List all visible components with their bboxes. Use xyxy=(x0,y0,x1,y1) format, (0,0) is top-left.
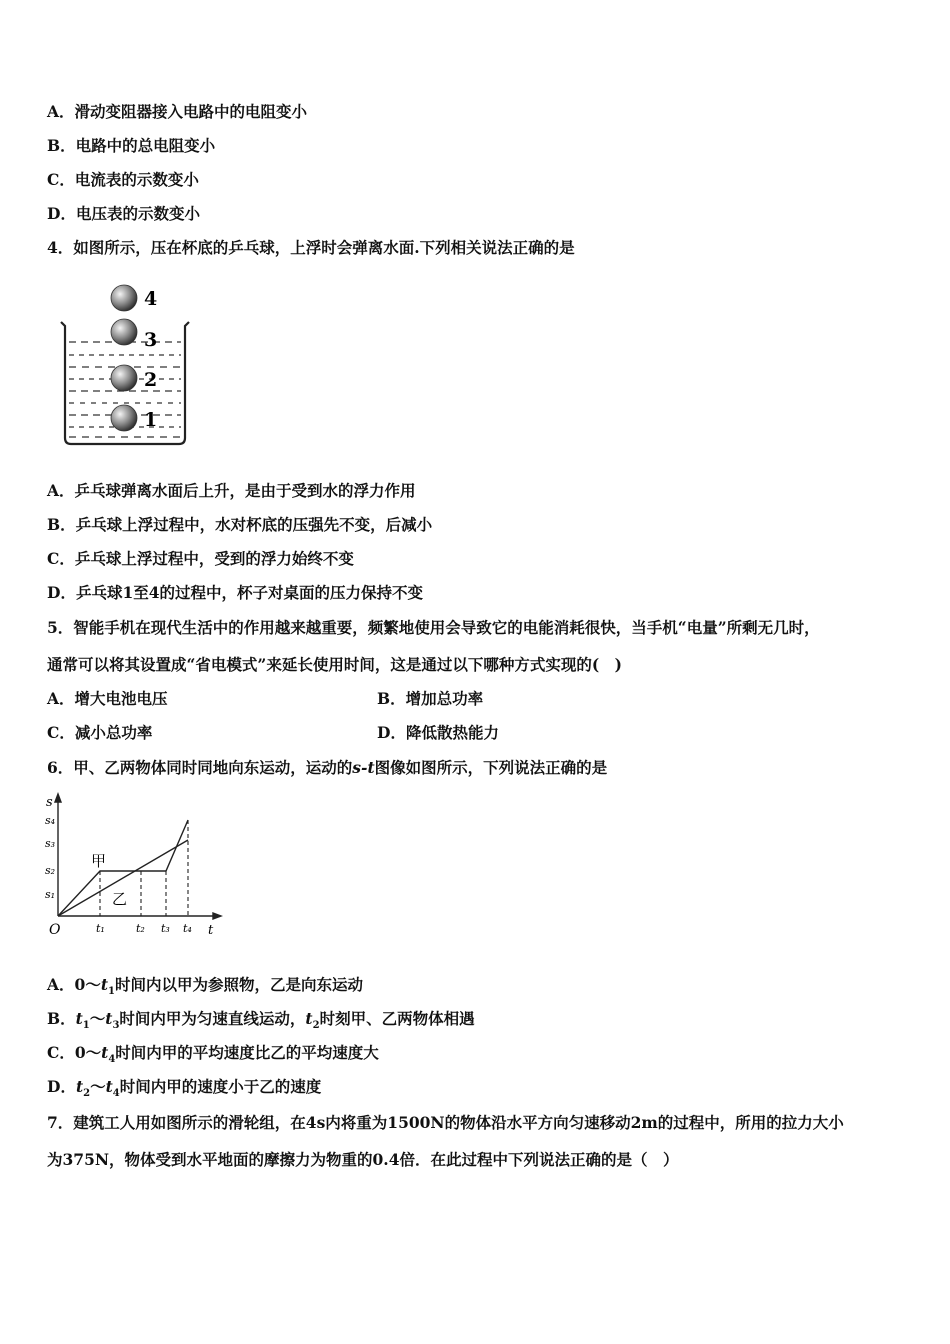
q6-option-d xyxy=(47,1077,321,1104)
q4-option-b xyxy=(47,515,432,535)
option-text: 电路中的总电阻变小 xyxy=(75,136,216,155)
option-text: 电流表的示数变小 xyxy=(74,170,199,189)
q3-option-a xyxy=(47,102,307,122)
q5-options-row1 xyxy=(47,689,907,709)
option-label: C． xyxy=(47,170,75,189)
option-label: B． xyxy=(47,515,76,534)
option-var: t xyxy=(100,975,108,994)
series-label-yi: 乙 xyxy=(112,890,128,908)
option-label: D． xyxy=(377,723,406,742)
x-tick-t1: t₁ xyxy=(96,922,105,935)
q5-options-row2 xyxy=(47,723,907,743)
stem-text: 图像如图所示，下列说法正确的是 xyxy=(374,758,608,777)
q7-stem-line1: 7．建筑工人用如图所示的滑轮组，在4s内将重为1500N的物体沿水平方向匀速移动2m的过程中，所用的拉力大小 xyxy=(47,1113,844,1132)
q4-stem: 4．如图所示，压在杯底的乒乓球，上浮时会弹离水面.下列相关说法正确的是 xyxy=(47,238,575,257)
q4-option-c xyxy=(47,549,354,569)
option-text: ～ xyxy=(90,1077,106,1096)
origin-label: O xyxy=(49,922,61,938)
option-label: A． xyxy=(47,689,75,708)
q4-option-d xyxy=(47,583,423,603)
option-label: C． xyxy=(47,549,75,568)
q6-option-c xyxy=(47,1043,379,1070)
y-tick-s3: s₃ xyxy=(45,837,56,850)
option-sub: 3 xyxy=(112,1020,120,1032)
option-text: 减小总功率 xyxy=(74,723,153,742)
option-text: ～ xyxy=(89,1009,106,1028)
option-text: 电压表的示数变小 xyxy=(75,204,200,223)
q3-option-d xyxy=(47,204,200,224)
q5-option-d xyxy=(377,723,499,743)
x-tick-t3: t₃ xyxy=(161,922,170,935)
q4-option-a xyxy=(47,481,416,501)
option-var: t xyxy=(75,1009,83,1028)
option-label: D． xyxy=(47,204,76,223)
stem-text: 6．甲、乙两物体同时同地向东运动，运动的 xyxy=(47,758,353,777)
x-axis-label: t xyxy=(208,923,214,938)
x-tick-t2: t₂ xyxy=(136,922,145,935)
option-text: 增大电池电压 xyxy=(74,689,168,708)
ball-4 xyxy=(111,285,137,311)
q5-stem-line2: 通常可以将其设置成“省电模式”来延长使用时间，这是通过以下哪种方式实现的( ) xyxy=(47,655,623,674)
y-tick-s1: s₁ xyxy=(45,888,56,901)
y-tick-s2: s₂ xyxy=(45,864,56,877)
ball-label-2: 2 xyxy=(144,369,158,391)
option-label: D． xyxy=(47,583,76,602)
option-text: 滑动变阻器接入电路中的电阻变小 xyxy=(74,102,308,121)
option-text: 时间内以甲为参照物，乙是向东运动 xyxy=(114,975,363,994)
option-text: 乒乓球上浮过程中，水对杯底的压强先不变，后减小 xyxy=(75,515,433,534)
option-var: t xyxy=(101,1043,109,1062)
option-label: C． xyxy=(47,1043,75,1062)
option-text: 时间内甲的平均速度比乙的平均速度大 xyxy=(115,1043,379,1062)
ball-label-3: 3 xyxy=(144,329,158,351)
option-text: 0～ xyxy=(74,1043,102,1062)
ball-1 xyxy=(111,405,137,431)
q7-stem-line2: 为375N，物体受到水平地面的摩擦力为物重的0.4倍．在此过程中下列说法正确的是（ ） xyxy=(47,1150,679,1169)
q3-option-b xyxy=(47,136,215,156)
option-text: 时刻甲、乙两物体相遇 xyxy=(319,1009,475,1028)
option-sub: 2 xyxy=(83,1088,91,1100)
x-axis-arrow xyxy=(213,913,221,919)
option-text: 时间内甲为匀速直线运动， xyxy=(119,1009,306,1028)
option-var: t xyxy=(105,1009,113,1028)
q6-stem xyxy=(47,758,607,778)
option-sub: 4 xyxy=(108,1054,116,1066)
option-sub: 1 xyxy=(82,1020,90,1032)
option-text: 降低散热能力 xyxy=(405,723,499,742)
y-axis-arrow xyxy=(55,794,61,802)
st-graph xyxy=(45,792,225,942)
q5-option-b xyxy=(377,689,483,709)
ball-label-1: 1 xyxy=(144,409,158,431)
option-text: 0～ xyxy=(74,975,101,994)
option-var: t xyxy=(75,1077,84,1096)
option-text: 增加总功率 xyxy=(405,689,484,708)
option-label: A． xyxy=(47,481,75,500)
option-sub: 1 xyxy=(108,986,115,998)
ball-2 xyxy=(111,365,137,391)
option-label: B． xyxy=(47,1009,76,1028)
option-text: 乒乓球1至4的过程中，杯子对桌面的压力保持不变 xyxy=(75,583,424,602)
option-label: A． xyxy=(47,102,75,121)
beaker-figure xyxy=(55,278,195,450)
option-var: t xyxy=(305,1009,313,1028)
option-var: t xyxy=(105,1077,113,1096)
q6-option-a xyxy=(47,975,363,1002)
ball-label-4: 4 xyxy=(144,288,158,310)
option-label: A． xyxy=(47,975,75,994)
stem-variable: s-t xyxy=(352,758,375,777)
q3-option-c xyxy=(47,170,199,190)
option-label: B． xyxy=(377,689,406,708)
option-label: C． xyxy=(47,723,75,742)
option-text: 乒乓球弹离水面后上升，是由于受到水的浮力作用 xyxy=(74,481,416,500)
option-label: B． xyxy=(47,136,76,155)
option-text: 乒乓球上浮过程中，受到的浮力始终不变 xyxy=(74,549,354,568)
q5-stem-line1: 5．智能手机在现代生活中的作用越来越重要，频繁地使用会导致它的电能消耗很快，当手机“电量”所剩无几时， xyxy=(47,618,820,637)
option-text: 时间内甲的速度小于乙的速度 xyxy=(119,1077,322,1096)
option-label: D． xyxy=(47,1077,76,1096)
x-tick-t4: t₄ xyxy=(183,922,192,935)
option-sub: 4 xyxy=(112,1088,120,1100)
ball-3 xyxy=(111,319,137,345)
option-sub: 2 xyxy=(312,1020,320,1032)
y-axis-label: s xyxy=(46,795,53,810)
y-tick-s4: s₄ xyxy=(45,814,56,827)
q6-option-b xyxy=(47,1009,475,1036)
series-label-jia: 甲 xyxy=(91,852,107,870)
